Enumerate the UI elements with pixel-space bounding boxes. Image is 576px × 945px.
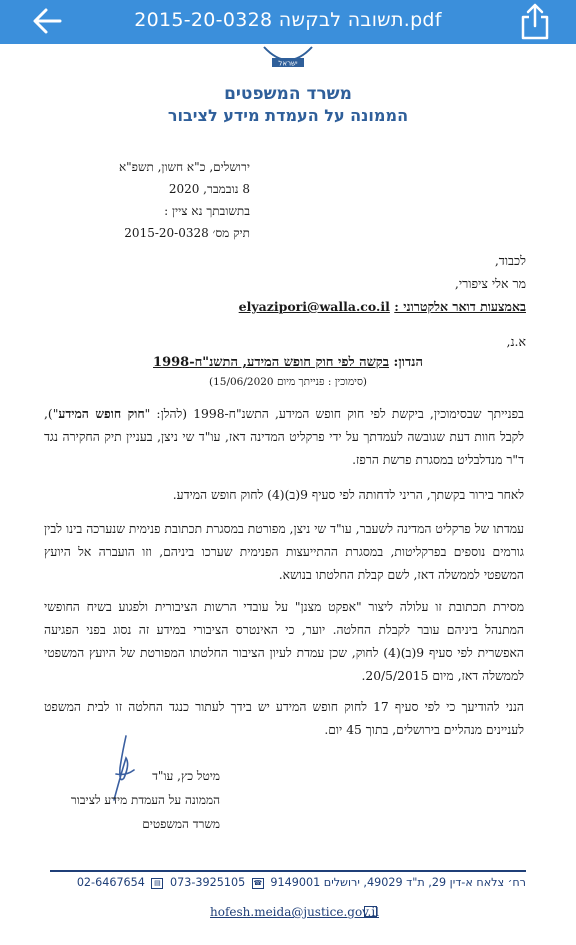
- envelope-icon: [364, 906, 377, 917]
- state-emblem-icon: [256, 45, 320, 71]
- phone-icon: ☎: [253, 878, 263, 887]
- body-paragraph-1: [44, 402, 524, 472]
- footer-phone: 073-3925105: [170, 876, 246, 889]
- recipient-email[interactable]: elyazipori@walla.co.il: [238, 299, 390, 314]
- hebrew-date: ירושלים, כ"א חשון, תשפ"א: [118, 160, 250, 174]
- p1-start: בפנייתך שבסימוכין, ביקשת לפי חוק חופש המידע, התשנ"ח-1998 (להלן: ": [144, 407, 524, 421]
- body-paragraph-2: לאחר בירור בקשתך, הריני לדחותה לפי סעיף 9(ב)(4) לחוק חופש המידע.: [172, 488, 524, 502]
- recipient-to: לכבוד,: [494, 253, 526, 268]
- signoff-block: [50, 764, 220, 836]
- document-title: תשובה לבקשה 2015-20-0328.pdf: [134, 9, 442, 31]
- subject-line: [0, 354, 576, 370]
- signer-name: מיטל כץ, עו"ד: [152, 769, 220, 783]
- ministry-name: משרד המשפטים: [224, 84, 352, 104]
- office-name: הממונה על העמדת מידע לציבור: [167, 106, 409, 125]
- footer-contact: [50, 876, 526, 889]
- salutation: א.נ,: [506, 334, 526, 349]
- footer-divider: [50, 870, 526, 872]
- share-icon[interactable]: [518, 2, 552, 40]
- document-page[interactable]: [0, 44, 576, 945]
- reference-note: בתשובתך נא ציין :: [164, 204, 250, 218]
- footer-fax: 02-6467654: [76, 876, 145, 889]
- file-number: תיק מס׳ 2015-20-0328: [124, 226, 250, 240]
- body-paragraph-4: מסירת תכתובת זו עלולה ליצור "אפקט מצנן" על עובדי הרשות הציבורית ולפגוע בשיח החופשי המתנהל ביניהם עובר לקבלת החלטה. יוער, כי האינטרס הציבורי במידע זה נסוג בפני הפגיעה האפשרית לפי סעיף 9(ב)(4) לחוק, שכן עמדת לעיון הציבור החלטתו המפורטת של היועץ המשפטי לממשלה דאז, מיום 20/5/2015.: [44, 600, 524, 683]
- body-paragraph-5: הנני להודיעך כי לפי סעיף 17 לחוק חופש המידע יש בידך לעתור כנגד החלטה זו לבית המשפט לעניינים מנהליים בירושלים, בתוך 45 יום.: [44, 700, 524, 737]
- footer-email[interactable]: hofesh.meida@justice.gov.il: [210, 905, 380, 919]
- date: 8 נובמבר, 2020: [168, 182, 250, 196]
- p1-end: "), לקבל חוות דעת שגובשה לעמדתך על ידי פרקליט המדינה דאז, עו"ד שי ניצן, בעניין תיק החקירה נגד ד"ר מנדלבליט במסגרת פרשת הרפז.: [44, 407, 524, 467]
- signer-role: הממונה על העמדת מידע לציבור: [70, 793, 220, 807]
- recipient-block: [46, 249, 526, 318]
- recipient-email-line: [46, 295, 526, 318]
- fax-icon: ▤: [151, 878, 163, 889]
- via-email-label: באמצעות דואר אלקטרוני :: [394, 299, 526, 314]
- p1-bold: חוק חופש המידע: [58, 406, 145, 421]
- footer-address: רח׳ צלאח א-דין 29, ת"ד 49029, ירושלים 9149001: [270, 876, 526, 889]
- subject-prefix: הנדון:: [393, 355, 423, 370]
- body-paragraph-3: עמדתו של פרקליט המדינה לשעבר, עו"ד שי ניצן, מפורטת במסגרת תכתובת פנימית שנערכה בינו לבין גורמים נוספים בפרקליטות, במסגרת ההתייעצות הפנימית שערכו ביניהם, וזו הועברה אל היועץ המשפטי לממשלה דאז, לשם קבלת החלטתו בנושא.: [44, 522, 524, 582]
- top-bar: [0, 0, 576, 44]
- recipient-name: מר אלי ציפורי,: [454, 276, 526, 291]
- subject-references: (סימוכין : פנייתך מיום 15/06/2020): [208, 376, 368, 388]
- emblem-text: ישראל: [278, 59, 298, 68]
- letter-meta: [50, 156, 250, 244]
- signer-ministry: משרד המשפטים: [142, 817, 220, 831]
- subject-text: בקשה לפי חוק חופש המידע, התשנ"ח-1998: [153, 355, 390, 370]
